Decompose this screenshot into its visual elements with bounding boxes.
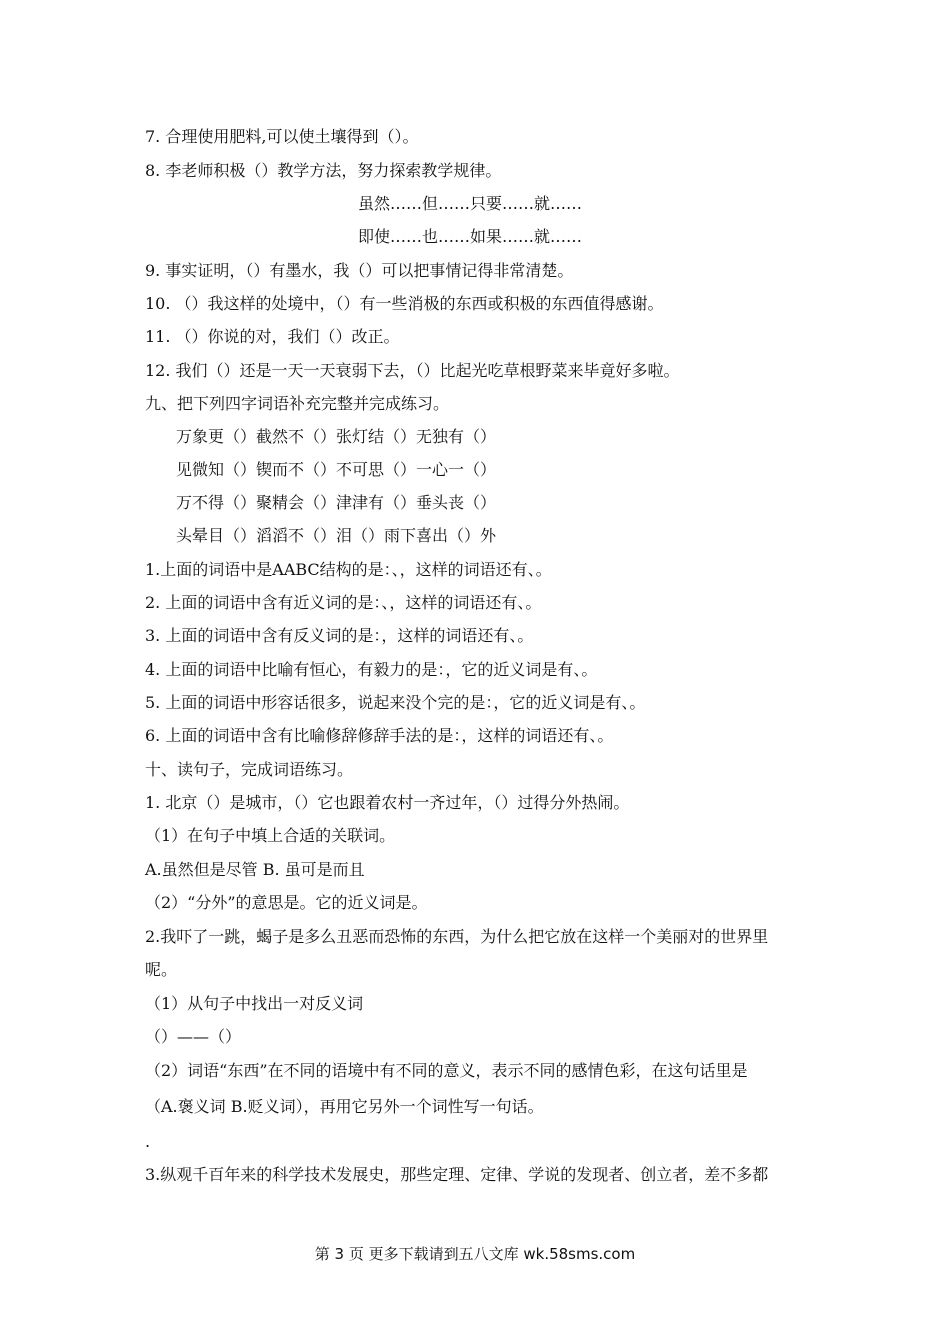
section-10-heading: 十、读句子，完成词语练习。	[145, 760, 354, 779]
stray-dot: .	[145, 1132, 151, 1151]
reading-sentence-1-task-1: （1）在句子中填上合适的关联词。	[145, 826, 396, 845]
question-9: 9. 事实证明，（）有墨水，我（）可以把事情记得非常清楚。	[145, 261, 574, 280]
idiom-exercise-2: 2. 上面的词语中含有近义词的是：、，这样的词语还有、。	[145, 593, 542, 612]
reading-sentence-2: 2.我吓了一跳，蝎子是多么丑恶而恐怖的东西，为什么把它放在这样一个美丽对的世界里	[145, 927, 769, 946]
idiom-exercise-3: 3. 上面的词语中含有反义词的是：，这样的词语还有、。	[145, 626, 534, 645]
section-9-heading: 九、把下列四字词语补充完整并完成练习。	[145, 394, 450, 413]
idiom-row-2: 见微知（）锲而不（）不可思（）一心一（）	[176, 460, 497, 479]
question-11: 11. （）你说的对，我们（）改正。	[145, 327, 400, 346]
question-8: 8. 李老师积极（）教学方法，努力探索教学规律。	[145, 161, 502, 180]
reading-sentence-1-task-2: （2）“分外”的意思是。它的近义词是。	[145, 893, 428, 912]
question-10: 10. （）我这样的处境中，（）有一些消极的东西或积极的东西值得感谢。	[145, 294, 664, 313]
reading-sentence-1-options: A.虽然但是尽管 B. 虽可是而且	[145, 860, 365, 879]
antonym-blank-pair: （）——（）	[145, 1027, 242, 1046]
reading-sentence-1: 1. 北京（）是城市，（）它也跟着农村一齐过年，（）过得分外热闹。	[145, 793, 630, 812]
reading-sentence-2-task-2-continued: （A.褒义词 B.贬义词），再用它另外一个词性写一句话。	[145, 1097, 544, 1116]
conjunction-option-row-2: 即使……也……如果……就……	[358, 227, 583, 246]
reading-sentence-2-task-2: （2）词语“东西”在不同的语境中有不同的意义，表示不同的感情色彩，在这句话里是	[145, 1061, 748, 1080]
reading-sentence-2-task-1: （1）从句子中找出一对反义词	[145, 994, 364, 1013]
reading-sentence-2-continued: 呢。	[145, 960, 178, 979]
question-12: 12. 我们（）还是一天一天衰弱下去，（）比起光吃草根野菜来毕竟好多啦。	[145, 361, 680, 380]
conjunction-option-row-1: 虽然……但……只要……就……	[358, 194, 583, 213]
idiom-row-3: 万不得（）聚精会（）津津有（）垂头丧（）	[176, 493, 497, 512]
page-footer: 第 3 页 更多下载请到五八文库 wk.58sms.com	[314, 1245, 636, 1263]
idiom-exercise-5: 5. 上面的词语中形容话很多，说起来没个完的是：，它的近义词是有、。	[145, 693, 646, 712]
idiom-row-4: 头晕目（）滔滔不（）泪（）雨下喜出（）外	[176, 526, 497, 545]
idiom-exercise-1: 1.上面的词语中是AABC结构的是：、，这样的词语还有、。	[145, 560, 552, 579]
idiom-row-1: 万象更（）截然不（）张灯结（）无独有（）	[176, 427, 497, 446]
question-7: 7. 合理使用肥料,可以使土壤得到（）。	[145, 127, 419, 146]
idiom-exercise-6: 6. 上面的词语中含有比喻修辞修辞手法的是：，这样的词语还有、。	[145, 726, 614, 745]
idiom-exercise-4: 4. 上面的词语中比喻有恒心，有毅力的是：，它的近义词是有、。	[145, 660, 598, 679]
reading-sentence-3: 3.纵观千百年来的科学技术发展史，那些定理、定律、学说的发现者、创立者，差不多都	[145, 1165, 769, 1184]
